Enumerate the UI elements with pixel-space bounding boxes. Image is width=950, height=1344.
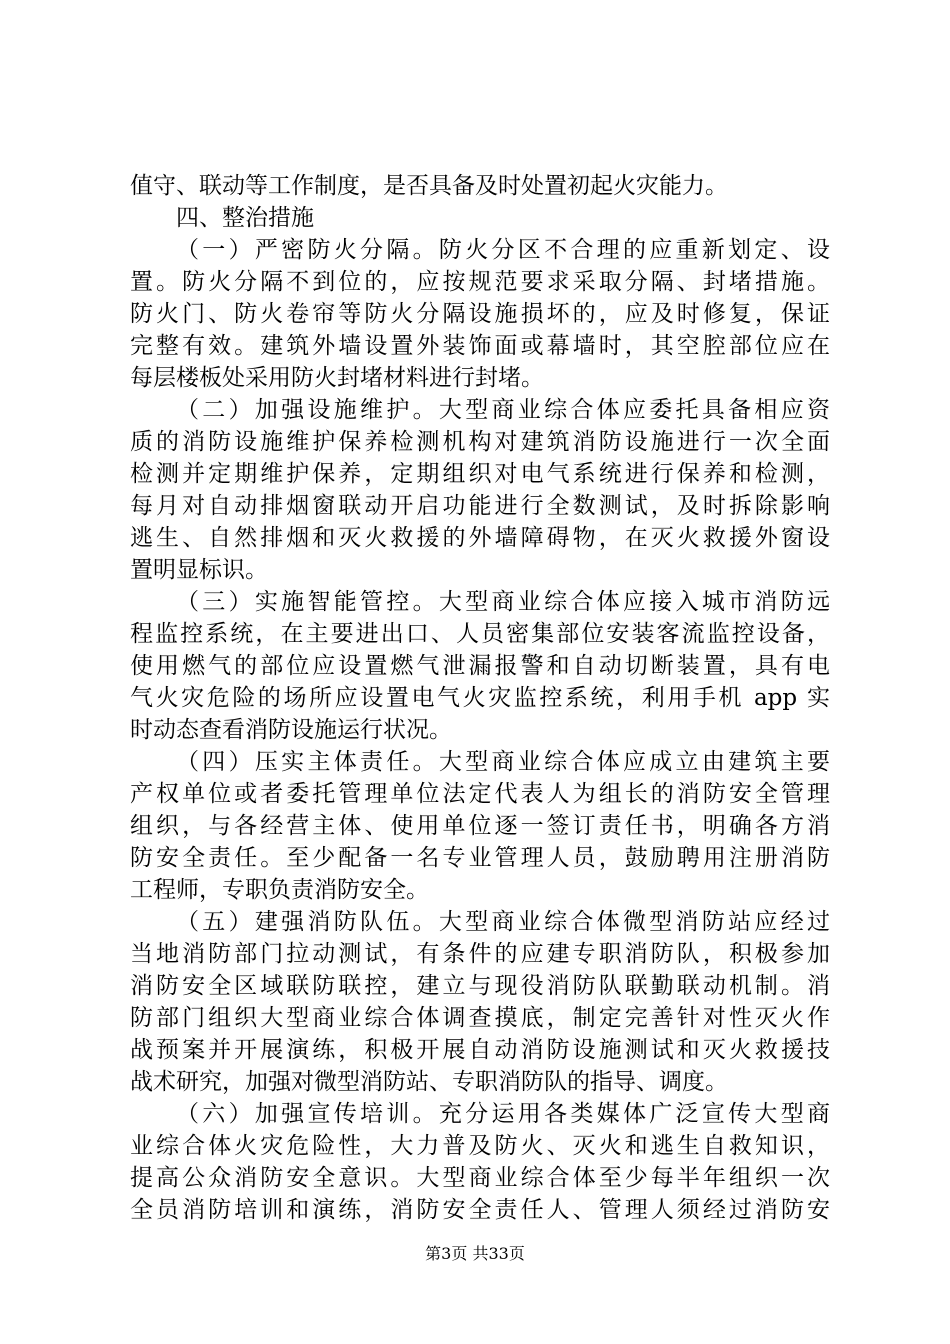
text-line: （五）建强消防队伍。大型商业综合体微型消防站应经过	[176, 909, 830, 935]
text-line: 提高公众消防安全意识。大型商业综合体至少每半年组织一次	[130, 1165, 830, 1191]
text-line: 程监控系统，在主要进出口、人员密集部位安装客流监控设备，	[130, 621, 830, 647]
document-body	[130, 170, 830, 1226]
text-line: （二）加强设施维护。大型商业综合体应委托具备相应资	[176, 397, 830, 423]
text-line: 使用燃气的部位应设置燃气泄漏报警和自动切断装置，具有电	[130, 653, 830, 679]
text-line: 战预案并开展演练，积极开展自动消防设施测试和灭火救援技	[130, 1037, 830, 1063]
text-line: 产权单位或者委托管理单位法定代表人为组长的消防安全管理	[130, 781, 830, 807]
text-line: 全员消防培训和演练，消防安全责任人、管理人须经过消防安	[130, 1197, 830, 1223]
text-line: 置明显标识。	[130, 557, 268, 583]
text-line: 防火门、防火卷帘等防火分隔设施损坏的，应及时修复，保证	[130, 301, 830, 327]
text-line: 值守、联动等工作制度，是否具备及时处置初起火灾能力。	[130, 173, 728, 199]
text-line: 当地消防部门拉动测试，有条件的应建专职消防队，积极参加	[130, 941, 830, 967]
text-line: 战术研究，加强对微型消防站、专职消防队的指导、调度。	[130, 1069, 728, 1095]
footer-mid: 页 共	[451, 1244, 489, 1263]
text-line: （三）实施智能管控。大型商业综合体应接入城市消防远	[176, 589, 830, 615]
text-line: 完整有效。建筑外墙设置外装饰面或幕墙时，其空腔部位应在	[130, 333, 830, 359]
text-line: 防部门组织大型商业综合体调查摸底，制定完善针对性灭火作	[130, 1005, 830, 1031]
text-line: （六）加强宣传培训。充分运用各类媒体广泛宣传大型商	[176, 1101, 830, 1127]
text-line: 防安全责任。至少配备一名专业管理人员，鼓励聘用注册消防	[130, 845, 830, 871]
text-line: 组织，与各经营主体、使用单位逐一签订责任书，明确各方消	[130, 813, 830, 839]
text-line: 逃生、自然排烟和灭火救援的外墙障碍物，在灭火救援外窗设	[130, 525, 830, 551]
text-line: 消防安全区域联防联控，建立与现役消防队联勤联动机制。消	[130, 973, 830, 999]
text-line: 质的消防设施维护保养检测机构对建筑消防设施进行一次全面	[130, 429, 830, 455]
text-line: 时动态查看消防设施运行状况。	[130, 717, 452, 743]
text-line: 业综合体火灾危险性，大力普及防火、灭火和逃生自救知识，	[130, 1133, 830, 1159]
text-line: 每层楼板处采用防火封堵材料进行封堵。	[130, 365, 544, 391]
text-line: 检测并定期维护保养，定期组织对电气系统进行保养和检测，	[130, 461, 830, 487]
text-line: 每月对自动排烟窗联动开启功能进行全数测试，及时拆除影响	[130, 493, 830, 519]
current-page-number: 3	[441, 1244, 452, 1263]
page-footer	[0, 1244, 950, 1264]
total-page-count: 33	[488, 1244, 509, 1263]
text-line: （一）严密防火分隔。防火分区不合理的应重新划定、设	[176, 237, 830, 263]
text-line: 置。防火分隔不到位的，应按规范要求采取分隔、封堵措施。	[130, 269, 830, 295]
text-line: 气火灾危险的场所应设置电气火灾监控系统，利用手机 app 实	[130, 685, 830, 711]
text-line: 工程师，专职负责消防安全。	[130, 877, 429, 903]
text-line: 四、整治措施	[176, 205, 314, 231]
footer-suffix: 页	[508, 1244, 525, 1263]
text-line: （四）压实主体责任。大型商业综合体应成立由建筑主要	[176, 749, 830, 775]
footer-prefix: 第	[425, 1244, 442, 1263]
